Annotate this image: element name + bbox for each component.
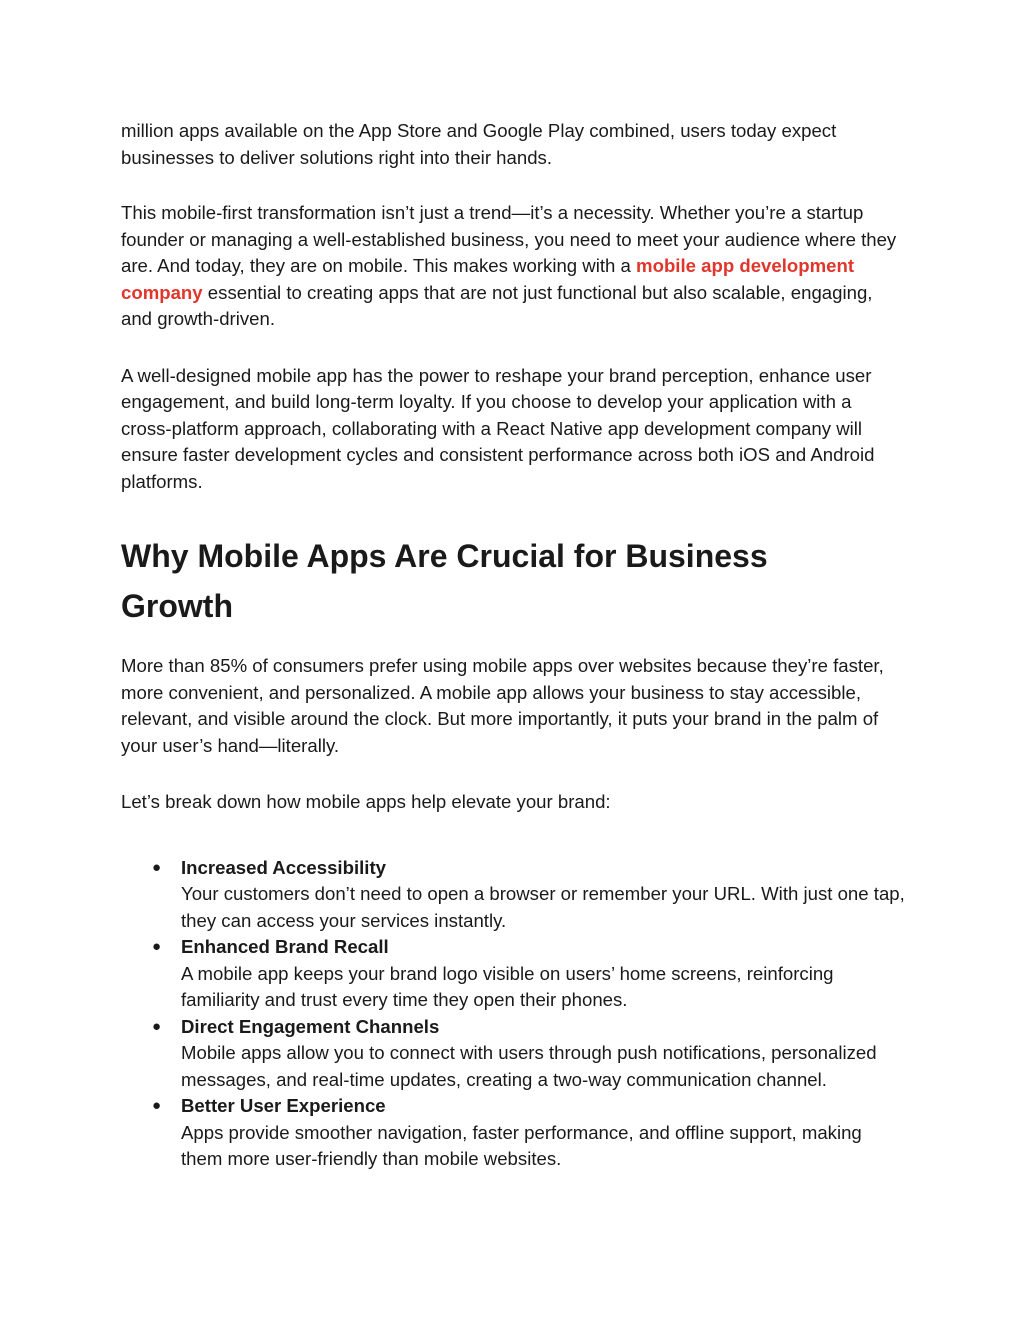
consumer-preference-paragraph: More than 85% of consumers prefer using mobile apps over websites because they’re faster, more convenient, and personalized. A mobile app allows your business to stay accessible, relevant, and visible around the clock. But more importantly, it puts your brand in the palm of your user’s hand—literally. xyxy=(121,655,884,756)
intro-paragraph: million apps available on the App Store and Google Play combined, users today expect businesses to deliver solutions right into their hands. xyxy=(121,120,837,168)
feature-list xyxy=(121,855,907,1173)
list-item xyxy=(152,1014,907,1094)
document-page xyxy=(121,118,907,1173)
bullet-icon: ● xyxy=(152,858,162,876)
breakdown-intro-paragraph: Let’s break down how mobile apps help elevate your brand: xyxy=(121,791,611,812)
list-item xyxy=(152,855,907,935)
feature-description: A mobile app keeps your brand logo visible on users’ home screens, reinforcing familiarity and trust every time they open their phones. xyxy=(181,962,834,1010)
list-item xyxy=(152,934,907,1014)
feature-description: Your customers don’t need to open a browser or remember your URL. With just one tap, they can access your services instantly. xyxy=(181,883,905,931)
feature-title: Increased Accessibility xyxy=(181,856,386,878)
paragraph-text-before-link: This mobile-first transformation isn’t just a trend—it’s a necessity. Whether you’re a startup founder or managing a well-established business, you need to meet your audience where they are. And today, they are on mobile. This makes working with a xyxy=(121,202,897,276)
feature-title: Direct Engagement Channels xyxy=(181,1015,440,1037)
feature-title: Enhanced Brand Recall xyxy=(181,936,389,957)
feature-description: Apps provide smoother navigation, faster performance, and offline support, making them more user-friendly than mobile websites. xyxy=(181,1121,862,1169)
mobile-first-paragraph xyxy=(121,200,907,333)
list-item xyxy=(152,1093,907,1173)
mobile-app-development-company-link[interactable]: mobile app development company xyxy=(121,255,855,303)
paragraph-text-after-link: essential to creating apps that are not just functional but also scalable, engaging, and growth-driven. xyxy=(121,281,873,329)
bullet-icon: ● xyxy=(152,1017,162,1035)
feature-description: Mobile apps allow you to connect with users through push notifications, personalized messages, and real-time updates, creating a two-way communication channel. xyxy=(181,1042,877,1090)
section-heading: Why Mobile Apps Are Crucial for Business Growth xyxy=(121,538,768,624)
feature-title: Better User Experience xyxy=(181,1095,386,1116)
bullet-icon: ● xyxy=(152,1097,162,1114)
well-designed-app-paragraph: A well-designed mobile app has the power to reshape your brand perception, enhance user engagement, and build long-term loyalty. If you choose to develop your application with a cross-platform approach, collaborating with a React Native app development company will ensure faster development cycles and consistent performance across both iOS and Android platforms. xyxy=(121,364,875,492)
bullet-icon: ● xyxy=(152,938,162,955)
